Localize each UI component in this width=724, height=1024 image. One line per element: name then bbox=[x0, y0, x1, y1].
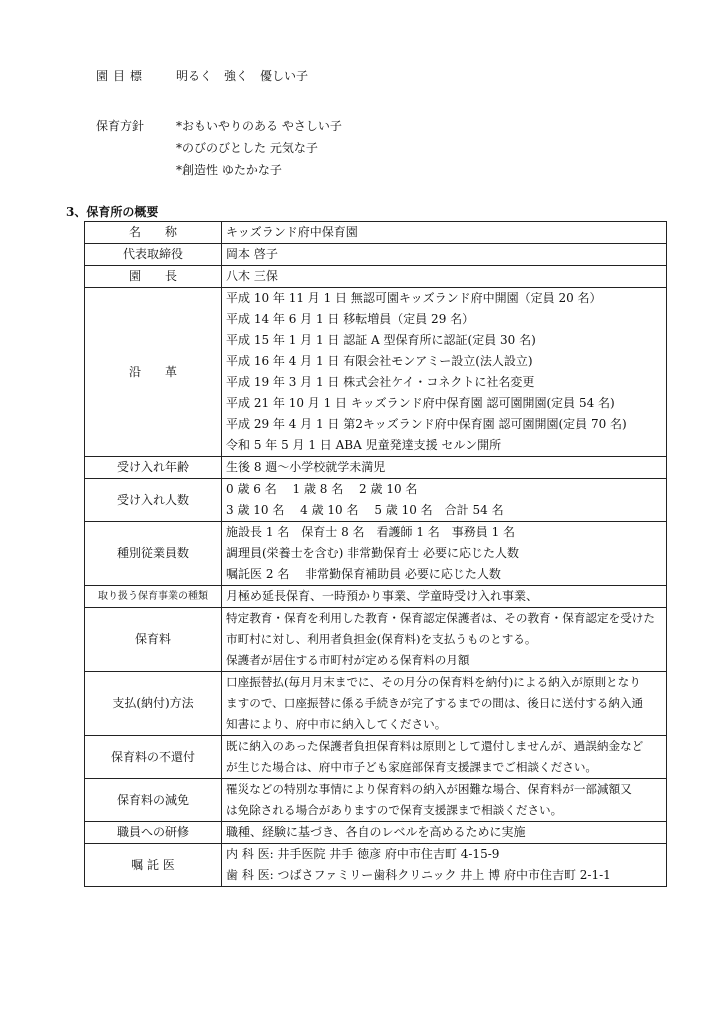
row-label: 園 長 bbox=[85, 266, 222, 288]
row-label: 保育料の不還付 bbox=[85, 736, 222, 779]
row-label: 保育料の減免 bbox=[85, 779, 222, 822]
table-row bbox=[85, 736, 667, 779]
overview-table bbox=[84, 221, 667, 887]
table-row bbox=[85, 822, 667, 844]
table-row bbox=[85, 222, 667, 244]
principal-name: 八木 三保 bbox=[226, 269, 278, 283]
history-line: 平成 29 年 4 月 1 日 第2キッズランド府中保育園 認可園開園(定員 70 名) bbox=[226, 417, 627, 431]
payment-line: 口座振替払(毎月月末までに、その月分の保育料を納付)による納入が原則となり bbox=[226, 675, 641, 689]
row-value bbox=[222, 736, 667, 779]
fee-line: 市町村に対し、利用者負担金(保育料)を支払うものとする。 bbox=[226, 632, 537, 646]
table-row bbox=[85, 608, 667, 672]
fee-line: 特定教育・保育を利用した教育・保育認定保護者は、その教育・保育認定を受けた bbox=[226, 611, 655, 625]
facility-name: キッズランド府中保育園 bbox=[226, 225, 358, 239]
goal-text: 明るく 強く 優しい子 bbox=[176, 69, 309, 83]
table-row bbox=[85, 586, 667, 608]
row-label: 職員への研修 bbox=[85, 822, 222, 844]
row-value bbox=[222, 288, 667, 457]
staff-line: 施設長 1 名 保育士 8 名 看護師 1 名 事務員 1 名 bbox=[226, 525, 516, 539]
row-value bbox=[222, 244, 667, 266]
payment-line: ますので、口座振替に係る手続きが完了するまでの間は、後日に送付する納入通 bbox=[226, 696, 644, 710]
row-value bbox=[222, 672, 667, 736]
row-value bbox=[222, 822, 667, 844]
staff-line: 嘱託医 2 名 非常勤保育補助員 必要に応じた人数 bbox=[226, 567, 501, 581]
policy-label: 保育方針 bbox=[96, 119, 145, 133]
row-value bbox=[222, 522, 667, 586]
capacity-line: 3 歳 10 名 4 歳 10 名 5 歳 10 名 合計 54 名 bbox=[226, 503, 504, 517]
row-label: 名 称 bbox=[85, 222, 222, 244]
history-line: 令和 5 年 5 月 1 日 ABA 児童発達支援 セルン開所 bbox=[226, 438, 502, 452]
no-refund-line: 既に納入のあった保護者負担保育料は原則として還付しませんが、過誤納金など bbox=[226, 739, 644, 753]
table-row bbox=[85, 244, 667, 266]
capacity-line: 0 歳 6 名 1 歳 8 名 2 歳 10 名 bbox=[226, 482, 418, 496]
row-label: 保育料 bbox=[85, 608, 222, 672]
payment-line: 知書により、府中市に納入してください。 bbox=[226, 717, 447, 731]
training-text: 職種、経験に基づき、各自のレベルを高めるために実施 bbox=[226, 825, 526, 839]
row-label: 支払(納付)方法 bbox=[85, 672, 222, 736]
row-value bbox=[222, 479, 667, 522]
row-value bbox=[222, 608, 667, 672]
table-row bbox=[85, 522, 667, 586]
services-text: 月極め延長保育、一時預かり事業、学童時受け入れ事業、 bbox=[226, 589, 539, 603]
no-refund-line: が生じた場合は、府中市子ども家庭部保育支援課までご相談ください。 bbox=[226, 760, 598, 774]
age-range: 生後 8 週～小学校就学未満児 bbox=[226, 460, 386, 474]
history-line: 平成 21 年 10 月 1 日 キッズランド府中保育園 認可園開園(定員 54 名) bbox=[226, 396, 615, 410]
row-value bbox=[222, 266, 667, 288]
policy-item: *おもいやりのある やさしい子 bbox=[176, 119, 342, 133]
section-title: 3、保育所の概要 bbox=[66, 205, 159, 219]
history-line: 平成 15 年 1 月 1 日 認証 A 型保育所に認証(定員 30 名) bbox=[226, 333, 536, 347]
staff-line: 調理員(栄養士を含む) 非常勤保育士 必要に応じた人数 bbox=[226, 546, 519, 560]
history-line: 平成 16 年 4 月 1 日 有限会社モンアミー設立(法人設立) bbox=[226, 354, 533, 368]
row-value bbox=[222, 779, 667, 822]
history-line: 平成 14 年 6 月 1 日 移転増員（定員 29 名） bbox=[226, 312, 475, 326]
row-label: 嘱 託 医 bbox=[85, 844, 222, 887]
table-row bbox=[85, 672, 667, 736]
table-row bbox=[85, 779, 667, 822]
reduction-line: は免除される場合がありますので保育支援課まで相談ください。 bbox=[226, 803, 563, 817]
row-label: 受け入れ年齢 bbox=[85, 457, 222, 479]
doctor-line: 内 科 医: 井手医院 井手 徳彦 府中市住吉町 4-15-9 bbox=[226, 847, 500, 861]
table-row bbox=[85, 266, 667, 288]
row-label: 代表取締役 bbox=[85, 244, 222, 266]
doctor-line: 歯 科 医: つばさファミリー歯科クリニック 井上 博 府中市住吉町 2-1-1 bbox=[226, 868, 611, 882]
row-label: 種別従業員数 bbox=[85, 522, 222, 586]
row-label: 取り扱う保育事業の種類 bbox=[85, 586, 222, 608]
fee-line: 保護者が居住する市町村が定める保育料の月額 bbox=[226, 653, 470, 667]
history-line: 平成 10 年 11 月 1 日 無認可園キッズランド府中開園（定員 20 名） bbox=[226, 291, 602, 305]
table-row bbox=[85, 288, 667, 457]
table-row bbox=[85, 479, 667, 522]
history-line: 平成 19 年 3 月 1 日 株式会社ケイ・コネクトに社名変更 bbox=[226, 375, 535, 389]
row-value bbox=[222, 457, 667, 479]
row-value bbox=[222, 222, 667, 244]
policy-item: *創造性 ゆたかな子 bbox=[176, 163, 282, 177]
policy-item: *のびのびとした 元気な子 bbox=[176, 141, 318, 155]
row-label: 沿 革 bbox=[85, 288, 222, 457]
row-value bbox=[222, 586, 667, 608]
ceo-name: 岡本 啓子 bbox=[226, 247, 278, 261]
table-row bbox=[85, 844, 667, 887]
row-label: 受け入れ人数 bbox=[85, 479, 222, 522]
reduction-line: 罹災などの特別な事情により保育料の納入が困難な場合、保育料が一部減額又 bbox=[226, 782, 632, 796]
goal-label: 園目標 bbox=[96, 69, 148, 83]
table-row bbox=[85, 457, 667, 479]
row-value bbox=[222, 844, 667, 887]
